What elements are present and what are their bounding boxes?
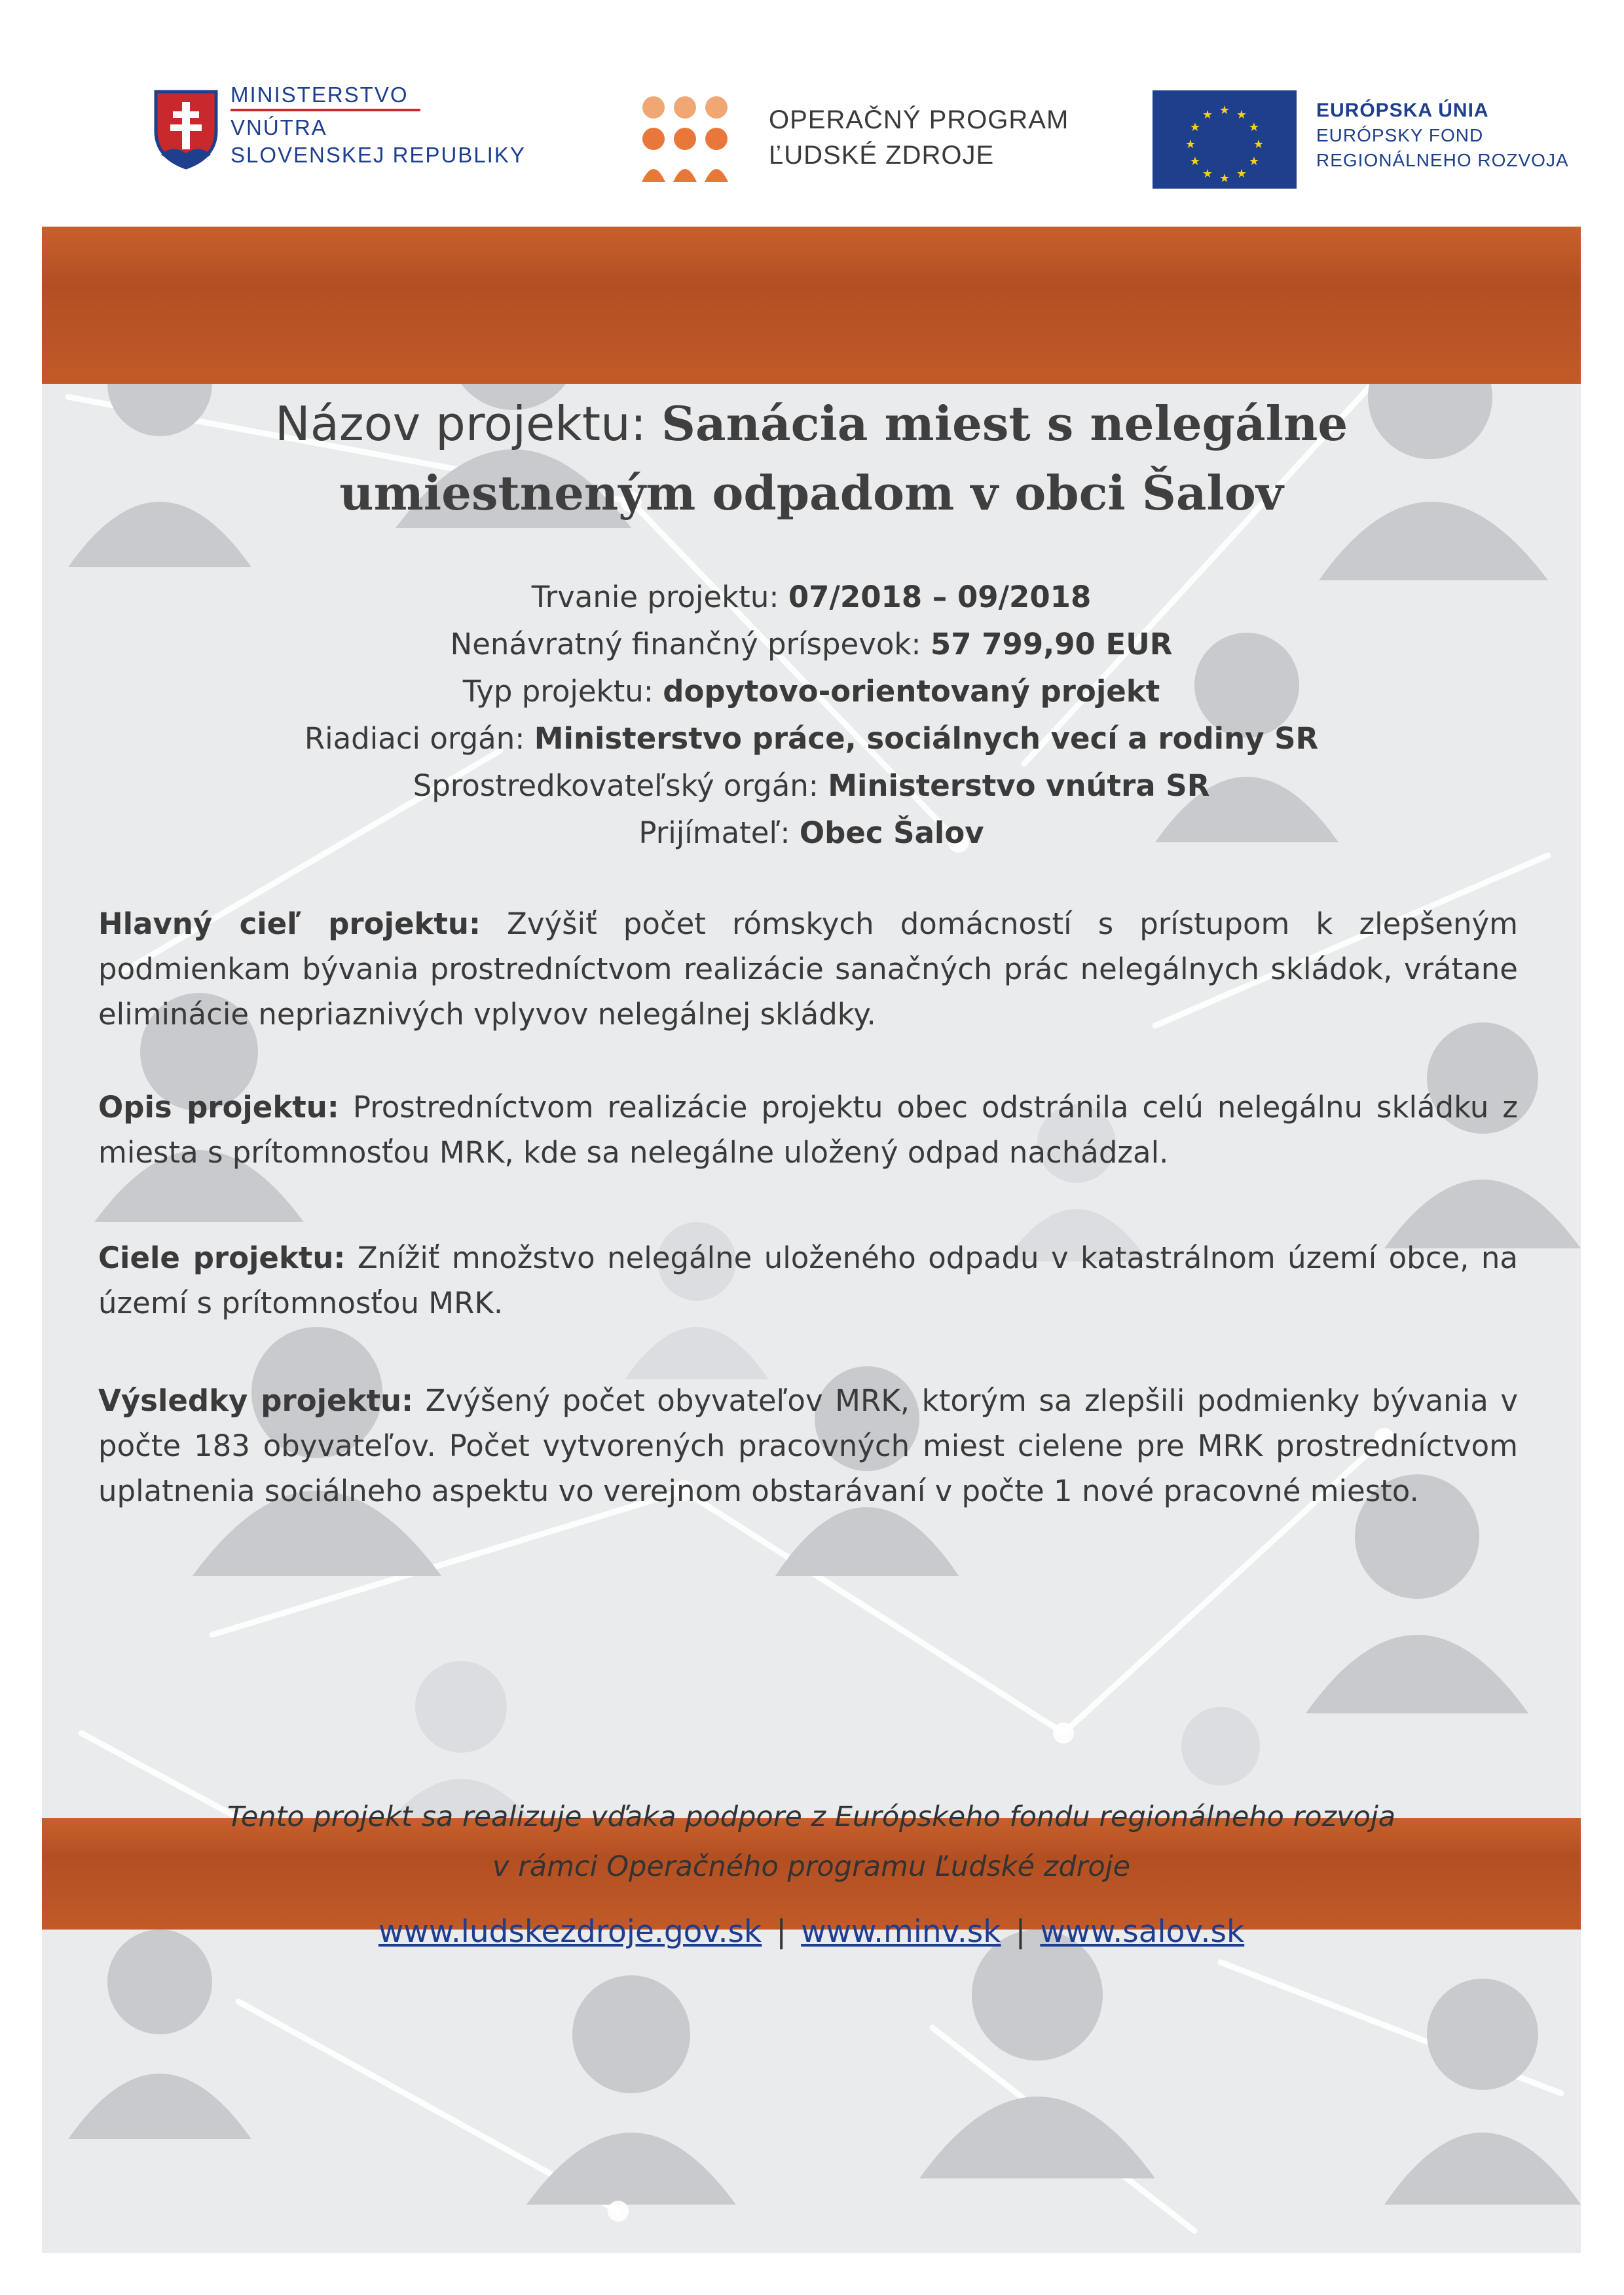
header-logos	[42, 30, 1581, 227]
svg-text:★: ★	[1248, 121, 1260, 134]
svg-text:★: ★	[1248, 155, 1260, 168]
operational-programme-dots-logo	[639, 93, 731, 185]
poster	[42, 30, 1581, 2253]
eu-fund-name	[1316, 98, 1569, 173]
project-info	[42, 574, 1581, 857]
eu-line-2: EURÓPSKY FOND	[1316, 125, 1484, 145]
aims-label: Ciele projektu:	[98, 1241, 346, 1275]
info-intermediate-body: Sprostredkovateľský orgán: Ministerstvo vnútra SR	[413, 768, 1210, 803]
info-type: Typ projektu: dopytovo-orientovaný projekt	[462, 674, 1160, 709]
link-separator: |	[1015, 1914, 1026, 1950]
ministry-line-2: VNÚTRA	[231, 115, 327, 140]
program-line-1: OPERAČNÝ PROGRAM	[769, 105, 1069, 134]
svg-text:★: ★	[1202, 108, 1213, 122]
svg-text:★: ★	[1189, 155, 1201, 168]
footer-links	[42, 1914, 1581, 1950]
svg-text:★: ★	[1219, 172, 1230, 185]
funding-note	[42, 1792, 1581, 1892]
svg-text:★: ★	[1202, 167, 1213, 181]
main-goal-paragraph	[98, 901, 1518, 1037]
results-label: Výsledky projektu:	[98, 1383, 414, 1418]
link-salov[interactable]: www.salov.sk	[1040, 1914, 1245, 1950]
svg-text:★: ★	[1219, 103, 1230, 117]
title-line-1: Sanácia miest s nelegálne	[661, 396, 1348, 451]
info-grant: Nenávratný finančný príspevok: 57 799,90 EUR	[450, 627, 1173, 662]
funding-note-line-2: v rámci Operačného programu Ľudské zdroje	[492, 1850, 1131, 1883]
description-paragraph	[98, 1085, 1518, 1175]
info-managing-authority: Riadiaci orgán: Ministerstvo práce, sociálnych vecí a rodiny SR	[304, 721, 1319, 756]
svg-text:★: ★	[1185, 138, 1196, 151]
eu-line-3: REGIONÁLNEHO ROZVOJA	[1316, 150, 1569, 170]
aims-paragraph	[98, 1235, 1518, 1326]
ministry-line-3: SLOVENSKEJ REPUBLIKY	[231, 143, 526, 167]
results-paragraph	[98, 1378, 1518, 1514]
eu-flag-icon	[1153, 90, 1297, 189]
svg-text:★: ★	[1236, 167, 1247, 181]
title-label: Názov projektu:	[274, 396, 647, 451]
top-orange-stripe	[42, 227, 1581, 384]
description-text: Prostredníctvom realizácie projektu obec odstránila celú nelegálnu skládku z miesta s prítomnosťou MRK, kde sa nelegálne uložený odpad nachádzal.	[98, 1090, 1518, 1170]
program-line-2: ĽUDSKÉ ZDROJE	[769, 141, 995, 170]
slovak-coat-of-arms-icon	[153, 89, 219, 170]
ministry-red-rule	[231, 109, 420, 111]
funding-note-line-1: Tento projekt sa realizuje vďaka podpore z Európskeho fondu regionálneho rozvoja	[227, 1801, 1396, 1833]
link-separator: |	[776, 1914, 787, 1950]
main-goal-text: Zvýšiť počet rómskych domácností s prístupom k zlepšeným podmienkam bývania prostredníctvom realizácie sanačných prác nelegálnych skládok, vrátane eliminácie nepriaznivých vplyvov nelegálnej skládky.	[98, 906, 1519, 1032]
svg-text:★: ★	[1189, 121, 1201, 134]
eu-line-1: EURÓPSKA ÚNIA	[1316, 100, 1489, 121]
results-text: Zvýšený počet obyvateľov MRK, ktorým sa zlepšili podmienky bývania v počte 183 obyvateľov. Počet vytvorených pracovných miest cielene pre MRK prostredníctvom uplatnenia sociálneho aspektu vo verejnom obstarávaní v počte 1 nové pracovné miesto.	[98, 1383, 1518, 1508]
operational-programme-name	[769, 102, 1069, 173]
title-line-2: umiestneným odpadom v obci Šalov	[339, 465, 1283, 521]
ministry-name	[231, 81, 526, 169]
info-recipient: Prijímateľ: Obec Šalov	[638, 815, 984, 850]
ministry-line-1: MINISTERSTVO	[231, 83, 409, 107]
svg-text:★: ★	[1236, 108, 1247, 122]
project-title	[42, 389, 1581, 528]
main-goal-label: Hlavný cieľ projektu:	[98, 906, 481, 941]
aims-text: Znížiť množstvo nelegálne uloženého odpadu v katastrálnom území obce, na území s prítomnosťou MRK.	[98, 1241, 1518, 1320]
info-duration: Trvanie projektu: 07/2018 – 09/2018	[531, 580, 1092, 614]
link-ludskezdroje[interactable]: www.ludskezdroje.gov.sk	[378, 1914, 762, 1950]
svg-text:★: ★	[1253, 138, 1264, 151]
description-label: Opis projektu:	[98, 1090, 339, 1125]
link-minv[interactable]: www.minv.sk	[801, 1914, 1001, 1950]
